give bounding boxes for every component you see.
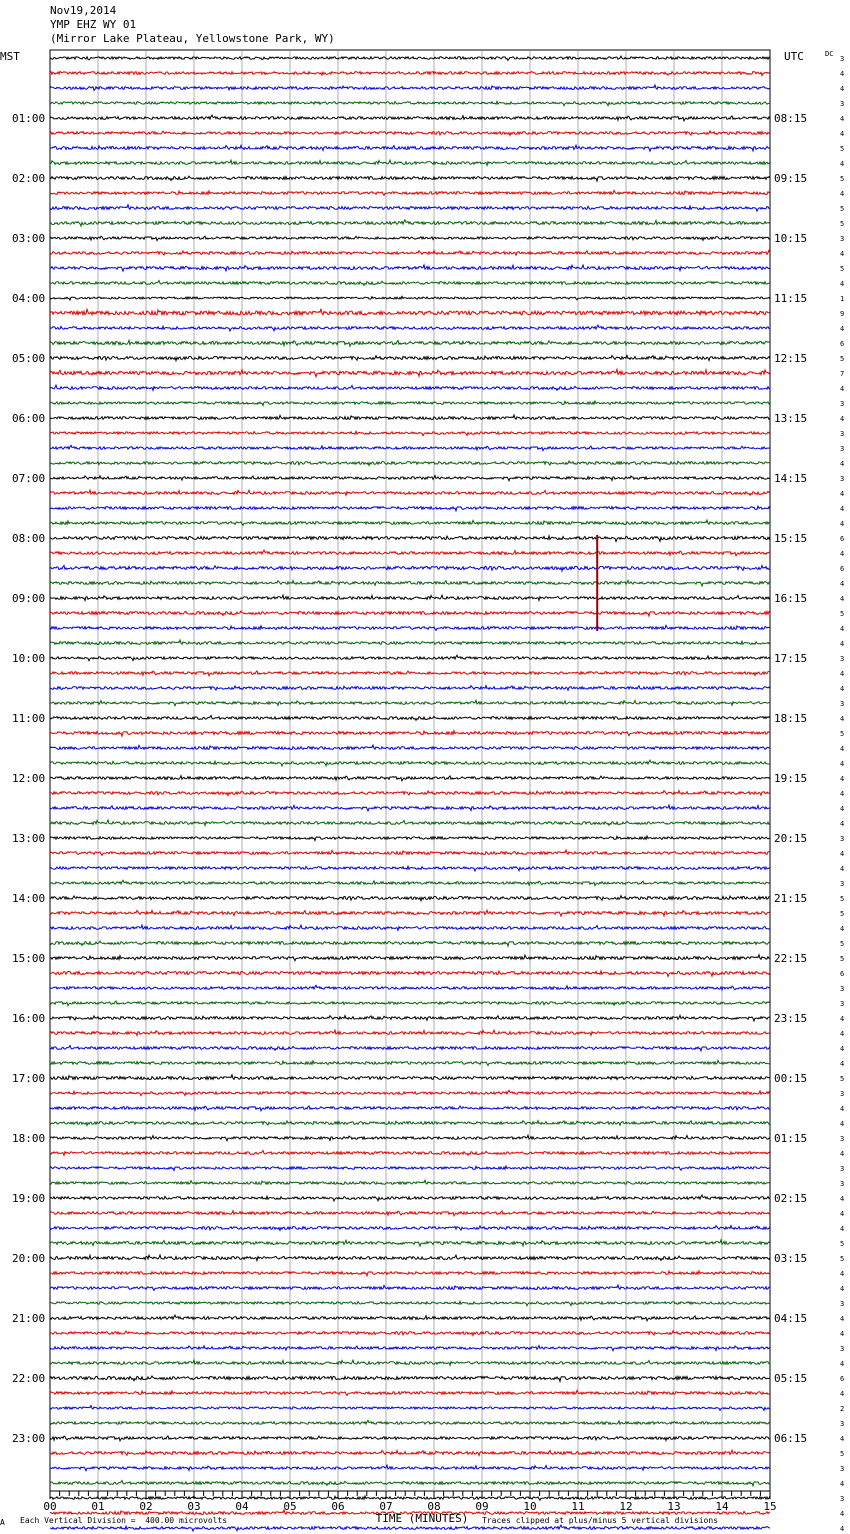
x-tick-label: 01: [91, 1500, 105, 1513]
trace-line: [50, 1436, 770, 1441]
row-dc-value: 3: [840, 55, 845, 63]
trace-line: [50, 955, 770, 961]
trace-line: [50, 1496, 770, 1501]
trace-line: [50, 1450, 770, 1455]
station-label: YMP EHZ WY 01: [50, 18, 137, 31]
mst-hour-label: 22:00: [12, 1372, 46, 1385]
row-dc-value: 5: [840, 1075, 845, 1083]
x-axis-title: TIME (MINUTES): [375, 1512, 469, 1525]
x-tick-label: 02: [139, 1500, 153, 1513]
utc-hour-label: 13:15: [774, 412, 808, 425]
x-tick-label: 15: [763, 1500, 777, 1513]
trace-line: [50, 580, 770, 586]
x-tick-label: 13: [667, 1500, 681, 1513]
row-dc-value: 4: [840, 70, 845, 78]
row-dc-value: 4: [840, 1285, 845, 1293]
row-dc-value: 6: [840, 565, 845, 573]
x-tick-label: 04: [235, 1500, 249, 1513]
row-dc-value: 4: [840, 790, 845, 798]
row-dc-value: 4: [840, 805, 845, 813]
row-dc-value: 4: [840, 1030, 845, 1038]
trace-line: [50, 716, 770, 721]
row-dc-value: 4: [840, 640, 845, 648]
row-dc-value: 7: [840, 370, 845, 378]
x-tick-label: 11: [571, 1500, 585, 1513]
date-label: Nov19,2014: [50, 4, 117, 17]
row-dc-value: 4: [840, 130, 845, 138]
trace-line: [50, 415, 770, 419]
trace-line: [50, 1166, 770, 1171]
clip-note: Traces clipped at plus/minus 5 vertical divisions: [482, 1516, 719, 1525]
trace-line: [50, 896, 770, 901]
trace-line: [50, 731, 770, 737]
trace-line: [50, 265, 770, 271]
row-dc-value: 3: [840, 445, 845, 453]
row-dc-value: 4: [840, 625, 845, 633]
row-dc-value: 4: [840, 1510, 845, 1518]
row-dc-value: 3: [840, 1465, 845, 1473]
row-dc-value: 4: [840, 1480, 845, 1488]
utc-hour-label: 00:15: [774, 1072, 808, 1085]
trace-line: [50, 1121, 770, 1126]
plot-frame: [50, 50, 770, 1491]
row-dc-value: 5: [840, 205, 845, 213]
row-dc-value: 3: [840, 1135, 845, 1143]
trace-line: [50, 820, 770, 825]
trace-line: [50, 536, 770, 542]
corner-mark: A: [0, 1518, 5, 1527]
trace-line: [50, 1046, 770, 1051]
x-tick-label: 08: [427, 1500, 441, 1513]
row-dc-value: 4: [840, 460, 845, 468]
trace-line: [50, 1106, 770, 1111]
row-dc-value: 4: [840, 850, 845, 858]
trace-line: [50, 1226, 770, 1231]
row-dc-value: 4: [840, 1045, 845, 1053]
mst-hour-label: 13:00: [12, 832, 46, 845]
trace-line: [50, 115, 770, 121]
mst-hour-label: 08:00: [12, 532, 46, 545]
row-dc-value: 4: [840, 670, 845, 678]
row-dc-value: 5: [840, 265, 845, 273]
trace-line: [50, 1015, 770, 1021]
row-dc-value: 3: [840, 1180, 845, 1188]
mst-hour-label: 10:00: [12, 652, 46, 665]
row-dc-value: 4: [840, 715, 845, 723]
row-dc-value: 4: [840, 1015, 845, 1023]
trace-line: [50, 296, 770, 300]
mst-hour-label: 15:00: [12, 952, 46, 965]
row-dc-value: 4: [840, 1120, 845, 1128]
mst-hour-label: 07:00: [12, 472, 46, 485]
x-tick-label: 12: [619, 1500, 633, 1513]
trace-line: [50, 760, 770, 766]
trace-line: [50, 805, 770, 811]
trace-line: [50, 160, 770, 165]
trace-line: [50, 866, 770, 871]
row-dc-value: 4: [840, 760, 845, 768]
utc-hour-label: 23:15: [774, 1012, 808, 1025]
trace-line: [50, 401, 770, 406]
utc-hour-label: 08:15: [774, 112, 808, 125]
trace-line: [50, 1525, 770, 1531]
row-dc-value: 3: [840, 880, 845, 888]
x-tick-label: 14: [715, 1500, 729, 1513]
scale-note: Each Vertical Division = 400.00 microvolts: [20, 1516, 228, 1525]
row-dc-value: 4: [840, 1525, 845, 1533]
row-dc-value: 3: [840, 700, 845, 708]
mst-hour-label: 01:00: [12, 112, 46, 125]
trace-line: [50, 1240, 770, 1246]
utc-hour-label: 06:15: [774, 1432, 808, 1445]
row-dc-value: 6: [840, 535, 845, 543]
row-dc-value: 4: [840, 580, 845, 588]
utc-hour-label: 09:15: [774, 172, 808, 185]
trace-line: [50, 176, 770, 181]
trace-line: [50, 1060, 770, 1065]
trace-line: [50, 550, 770, 556]
mst-hour-label: 06:00: [12, 412, 46, 425]
utc-hour-label: 12:15: [774, 352, 808, 365]
trace-line: [50, 745, 770, 749]
row-dc-value: 3: [840, 835, 845, 843]
trace-line: [50, 131, 770, 136]
trace-line: [50, 925, 770, 930]
trace-line: [50, 611, 770, 616]
row-dc-value: 5: [840, 610, 845, 618]
trace-line: [50, 1285, 770, 1290]
row-dc-value: 5: [840, 355, 845, 363]
row-dc-value: 4: [840, 925, 845, 933]
trace-line: [50, 836, 770, 841]
utc-hour-label: 11:15: [774, 292, 808, 305]
trace-line: [50, 1420, 770, 1424]
trace-line: [50, 776, 770, 781]
mst-hour-label: 04:00: [12, 292, 46, 305]
trace-line: [50, 1211, 770, 1216]
row-dc-value: 3: [840, 655, 845, 663]
trace-line: [50, 640, 770, 644]
row-dc-value: 4: [840, 160, 845, 168]
utc-hour-label: 14:15: [774, 472, 808, 485]
row-dc-value: 4: [840, 385, 845, 393]
row-dc-value: 4: [840, 280, 845, 288]
trace-line: [50, 1151, 770, 1156]
trace-line: [50, 205, 770, 212]
row-dc-value: 2: [840, 1405, 845, 1413]
row-dc-value: 3: [840, 475, 845, 483]
row-dc-value: 4: [840, 1270, 845, 1278]
trace-line: [50, 340, 770, 346]
row-dc-value: 4: [840, 250, 845, 258]
mst-hour-label: 02:00: [12, 172, 46, 185]
row-dc-value: 5: [840, 895, 845, 903]
row-dc-value: 4: [840, 1225, 845, 1233]
trace-line: [50, 325, 770, 331]
trace-line: [50, 1315, 770, 1321]
mst-hour-label: 14:00: [12, 892, 46, 905]
row-dc-value: 4: [840, 1315, 845, 1323]
mst-hour-label: 03:00: [12, 232, 46, 245]
utc-hour-label: 18:15: [774, 712, 808, 725]
trace-line: [50, 655, 770, 660]
row-dc-value: 9: [840, 310, 845, 318]
trace-line: [50, 1195, 770, 1201]
trace-line: [50, 700, 770, 705]
trace-line: [50, 1390, 770, 1395]
trace-line: [50, 566, 770, 572]
trace-line: [50, 1360, 770, 1365]
utc-hour-label: 01:15: [774, 1132, 808, 1145]
row-dc-value: 4: [840, 1210, 845, 1218]
row-dc-value: 5: [840, 1255, 845, 1263]
row-dc-value: 4: [840, 1435, 845, 1443]
trace-line: [50, 476, 770, 481]
trace-line: [50, 1090, 770, 1095]
row-dc-value: 6: [840, 1375, 845, 1383]
utc-hour-label: 17:15: [774, 652, 808, 665]
utc-hour-label: 21:15: [774, 892, 808, 905]
mst-hour-label: 12:00: [12, 772, 46, 785]
trace-line: [50, 1376, 770, 1381]
mst-hour-label: 05:00: [12, 352, 46, 365]
row-dc-value: 6: [840, 970, 845, 978]
row-dc-value: 4: [840, 115, 845, 123]
row-dc-value: 4: [840, 1150, 845, 1158]
trace-line: [50, 56, 770, 60]
trace-line: [50, 1465, 770, 1470]
trace-line: [50, 506, 770, 511]
trace-line: [50, 850, 770, 855]
row-dc-value: 3: [840, 1495, 845, 1503]
row-dc-value: 5: [840, 910, 845, 918]
utc-hour-label: 15:15: [774, 532, 808, 545]
row-dc-value: 3: [840, 1420, 845, 1428]
row-dc-value: 4: [840, 745, 845, 753]
mst-axis-label: MST: [0, 50, 20, 63]
trace-line: [50, 1255, 770, 1261]
mst-hour-label: 23:00: [12, 1432, 46, 1445]
trace-line: [50, 1481, 770, 1486]
row-dc-value: 4: [840, 865, 845, 873]
trace-line: [50, 355, 770, 360]
row-dc-value: 5: [840, 955, 845, 963]
trace-line: [50, 385, 770, 390]
row-dc-value: 1: [840, 295, 845, 303]
mst-hour-label: 16:00: [12, 1012, 46, 1025]
dc-label: DC: [825, 50, 834, 58]
trace-line: [50, 445, 770, 450]
trace-line: [50, 250, 770, 255]
trace-line: [50, 1001, 770, 1006]
row-dc-value: 4: [840, 85, 845, 93]
row-dc-value: 5: [840, 940, 845, 948]
row-dc-value: 6: [840, 340, 845, 348]
row-dc-value: 4: [840, 1390, 845, 1398]
trace-line: [50, 281, 770, 286]
row-dc-value: 5: [840, 175, 845, 183]
trace-line: [50, 1180, 770, 1184]
trace-line: [50, 85, 770, 90]
row-dc-value: 4: [840, 325, 845, 333]
x-tick-label: 06: [331, 1500, 345, 1513]
row-dc-value: 5: [840, 730, 845, 738]
trace-line: [50, 431, 770, 435]
location-label: (Mirror Lake Plateau, Yellowstone Park, WY): [50, 32, 335, 45]
trace-line: [50, 1331, 770, 1336]
trace-line: [50, 985, 770, 990]
x-tick-label: 09: [475, 1500, 489, 1513]
row-dc-value: 3: [840, 1345, 845, 1353]
row-dc-value: 4: [840, 550, 845, 558]
row-dc-value: 4: [840, 415, 845, 423]
trace-line: [50, 1346, 770, 1351]
x-tick-label: 07: [379, 1500, 393, 1513]
row-dc-value: 4: [840, 820, 845, 828]
x-tick-label: 00: [43, 1500, 57, 1513]
trace-line: [50, 1135, 770, 1140]
row-dc-value: 4: [840, 1195, 845, 1203]
mst-hour-label: 18:00: [12, 1132, 46, 1145]
row-dc-value: 3: [840, 430, 845, 438]
row-dc-value: 3: [840, 985, 845, 993]
trace-line: [50, 910, 770, 916]
trace-line: [50, 236, 770, 241]
trace-line: [50, 686, 770, 691]
utc-hour-label: 04:15: [774, 1312, 808, 1325]
row-dc-value: 4: [840, 685, 845, 693]
x-tick-label: 03: [187, 1500, 201, 1513]
row-dc-value: 3: [840, 1165, 845, 1173]
row-dc-value: 5: [840, 1240, 845, 1248]
trace-line: [50, 369, 770, 377]
trace-line: [50, 1406, 770, 1411]
trace-line: [50, 220, 770, 226]
row-dc-value: 4: [840, 190, 845, 198]
trace-line: [50, 309, 770, 315]
trace-line: [50, 625, 770, 630]
row-dc-value: 3: [840, 100, 845, 108]
row-dc-value: 4: [840, 775, 845, 783]
row-dc-value: 5: [840, 1450, 845, 1458]
row-dc-value: 3: [840, 400, 845, 408]
utc-hour-label: 22:15: [774, 952, 808, 965]
row-dc-value: 4: [840, 520, 845, 528]
mst-hour-label: 21:00: [12, 1312, 46, 1325]
utc-hour-label: 16:15: [774, 592, 808, 605]
row-dc-value: 4: [840, 490, 845, 498]
row-dc-value: 3: [840, 1090, 845, 1098]
trace-line: [50, 1301, 770, 1305]
trace-line: [50, 520, 770, 525]
trace-line: [50, 461, 770, 466]
trace-line: [50, 880, 770, 885]
row-dc-value: 4: [840, 1105, 845, 1113]
trace-line: [50, 101, 770, 105]
x-tick-label: 05: [283, 1500, 297, 1513]
row-dc-value: 5: [840, 220, 845, 228]
trace-line: [50, 971, 770, 977]
trace-line: [50, 490, 770, 495]
utc-hour-label: 19:15: [774, 772, 808, 785]
utc-hour-label: 03:15: [774, 1252, 808, 1265]
utc-hour-label: 02:15: [774, 1192, 808, 1205]
row-dc-value: 4: [840, 1330, 845, 1338]
mst-hour-label: 19:00: [12, 1192, 46, 1205]
row-dc-value: 4: [840, 505, 845, 513]
utc-axis-label: UTC: [784, 50, 804, 63]
trace-line: [50, 941, 770, 946]
row-dc-value: 3: [840, 1000, 845, 1008]
utc-hour-label: 20:15: [774, 832, 808, 845]
trace-line: [50, 1030, 770, 1036]
mst-hour-label: 17:00: [12, 1072, 46, 1085]
trace-line: [50, 145, 770, 151]
utc-hour-label: 10:15: [774, 232, 808, 245]
trace-line: [50, 595, 770, 601]
row-dc-value: 3: [840, 235, 845, 243]
trace-line: [50, 1075, 770, 1080]
row-dc-value: 4: [840, 1360, 845, 1368]
row-dc-value: 5: [840, 145, 845, 153]
utc-hour-label: 05:15: [774, 1372, 808, 1385]
row-dc-value: 4: [840, 595, 845, 603]
row-dc-value: 4: [840, 1060, 845, 1068]
mst-hour-label: 09:00: [12, 592, 46, 605]
mst-hour-label: 11:00: [12, 712, 46, 725]
mst-hour-label: 20:00: [12, 1252, 46, 1265]
trace-line: [50, 190, 770, 195]
trace-line: [50, 1271, 770, 1276]
x-tick-label: 10: [523, 1500, 537, 1513]
row-dc-value: 3: [840, 1300, 845, 1308]
trace-line: [50, 71, 770, 75]
trace-line: [50, 671, 770, 676]
trace-line: [50, 791, 770, 796]
